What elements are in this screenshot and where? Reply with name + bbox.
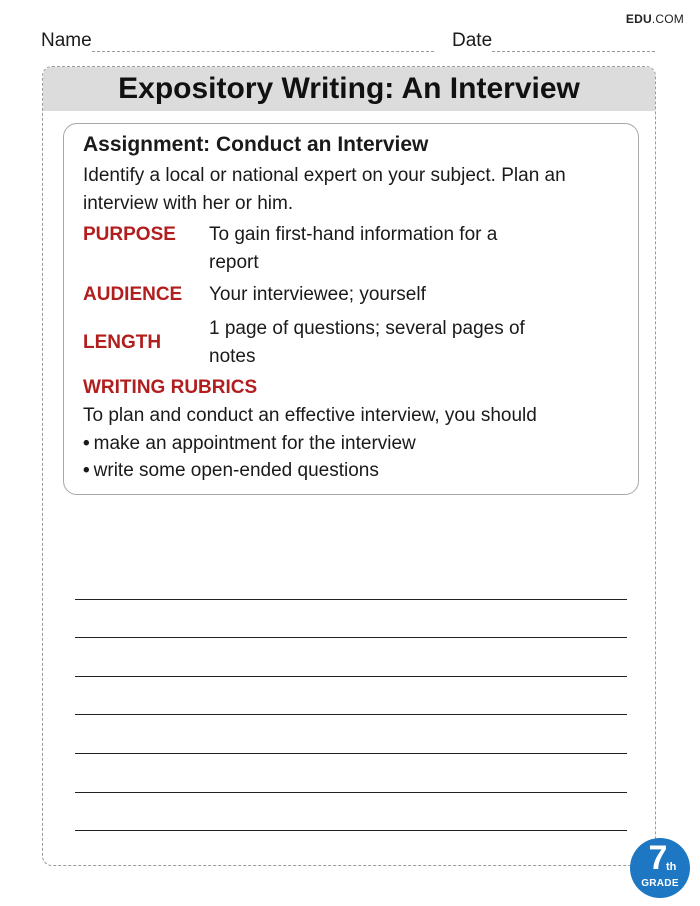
rubrics-heading: WRITING RUBRICS — [83, 377, 258, 398]
length-row — [83, 315, 620, 371]
worksheet-frame — [42, 66, 656, 866]
page-title: Expository Writing: An Interview — [43, 67, 655, 111]
audience-value: Your interviewee; yourself — [209, 284, 426, 305]
assignment-box — [63, 123, 639, 495]
answer-line[interactable] — [75, 754, 627, 793]
length-value: 1 page of questions; several pages of notes — [209, 318, 525, 367]
purpose-key: PURPOSE — [83, 224, 176, 245]
brand-logo-domain: .COM — [651, 12, 684, 26]
bullet-dot-icon: • — [83, 433, 90, 454]
brand-logo-bold: EDU — [625, 12, 652, 26]
purpose-value: To gain first-hand information for a report — [209, 224, 498, 273]
rubric-bullet-text: write some open-ended questions — [93, 460, 379, 481]
audience-row — [83, 281, 620, 309]
assignment-intro: Identify a local or national expert on your subject. Plan an interview with her or him. — [83, 165, 566, 214]
answer-line[interactable] — [75, 561, 627, 600]
answer-line[interactable] — [75, 793, 627, 832]
date-field — [452, 30, 655, 52]
rubrics-intro: To plan and conduct an effective interview, you should — [83, 405, 537, 426]
grade-suffix: th — [666, 861, 677, 873]
answer-line[interactable] — [75, 831, 627, 866]
name-field — [41, 30, 434, 52]
rubric-bullet — [83, 457, 620, 484]
name-date-row — [41, 30, 659, 54]
audience-key: AUDIENCE — [83, 284, 183, 305]
answer-lines — [75, 561, 627, 866]
rubric-bullet-text: make an appointment for the interview — [93, 433, 416, 454]
rubric-bullet — [83, 430, 620, 457]
purpose-row — [83, 221, 620, 277]
brand-logo — [626, 12, 684, 26]
answer-line[interactable] — [75, 715, 627, 754]
bullet-dot-icon: • — [83, 460, 90, 481]
grade-badge — [630, 838, 690, 898]
answer-line[interactable] — [75, 677, 627, 716]
grade-number: 7 — [648, 839, 668, 877]
date-label: Date — [452, 30, 493, 51]
assignment-heading: Assignment: Conduct an Interview — [83, 133, 429, 156]
grade-word: GRADE — [641, 878, 679, 889]
length-key: LENGTH — [83, 332, 162, 353]
answer-line[interactable] — [75, 600, 627, 639]
date-write-line[interactable] — [492, 33, 655, 52]
name-label: Name — [41, 30, 92, 51]
answer-line[interactable] — [75, 638, 627, 677]
name-write-line[interactable] — [92, 33, 434, 52]
